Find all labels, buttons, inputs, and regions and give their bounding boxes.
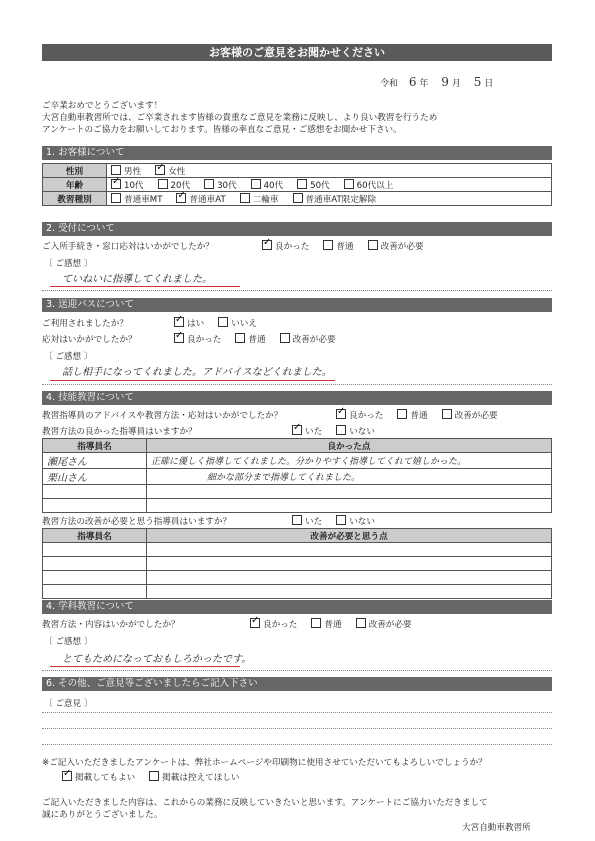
checkbox-option[interactable]: いた bbox=[292, 515, 322, 527]
checkbox-option[interactable]: 男性 bbox=[111, 165, 141, 177]
customer-info-table bbox=[42, 163, 552, 206]
checkbox[interactable] bbox=[149, 771, 159, 781]
consent-question: ※ご記入いただきましたアンケートは、弊社ホームページや印刷物に使用させていただいてもよろしいでしょうか？ bbox=[42, 758, 487, 768]
checkbox-option[interactable]: 普通 bbox=[235, 333, 265, 345]
s4-question-3: 教習方法の改善が必要と思う指導員はいますか？ bbox=[42, 517, 232, 527]
table-row bbox=[43, 485, 552, 499]
s3-question-1: ご利用されましたか？ bbox=[42, 319, 128, 329]
s4-question-1: 教習指導員のアドバイスや教習方法・応対はいかがでしたか？ bbox=[42, 411, 283, 421]
checkbox-option[interactable]: 40代 bbox=[251, 179, 284, 191]
row-label: 年齢 bbox=[43, 178, 107, 192]
s2-kansou-label: 〔 ご感想 〕 bbox=[44, 259, 93, 269]
checkbox-option[interactable]: 60代以上 bbox=[344, 179, 394, 191]
table-row: 栗山さん 細かな部分まで指導してくれました。 bbox=[43, 469, 552, 485]
checkbox-option[interactable]: 改善が必要 bbox=[280, 333, 336, 345]
s4-options-2 bbox=[292, 425, 389, 437]
s2-comment[interactable]: ていねいに指導してくれました。 bbox=[62, 274, 212, 285]
checkbox[interactable] bbox=[111, 165, 121, 175]
checkbox-option[interactable]: ✓ 良かった bbox=[336, 409, 383, 421]
table-row bbox=[43, 178, 552, 192]
row-options bbox=[107, 164, 552, 178]
checkbox[interactable] bbox=[204, 179, 214, 189]
checkbox[interactable] bbox=[250, 618, 260, 628]
checkbox-option[interactable]: 50代 bbox=[297, 179, 330, 191]
checkbox[interactable] bbox=[174, 317, 184, 327]
s2-options bbox=[262, 240, 438, 252]
table-row bbox=[43, 192, 552, 206]
table-row bbox=[43, 543, 552, 557]
row-label: 教習種別 bbox=[43, 192, 107, 206]
checkbox[interactable] bbox=[158, 179, 168, 189]
checkbox-option[interactable]: 普通 bbox=[397, 409, 427, 421]
checkbox[interactable] bbox=[442, 409, 452, 419]
s5-options bbox=[250, 618, 426, 630]
date-year: 6 bbox=[408, 75, 417, 89]
checkbox[interactable] bbox=[174, 333, 184, 343]
checkbox[interactable] bbox=[251, 179, 261, 189]
date-era: 令和 bbox=[380, 79, 399, 89]
checkbox[interactable] bbox=[397, 409, 407, 419]
checkbox[interactable] bbox=[235, 333, 245, 343]
checkbox-option[interactable]: 30代 bbox=[204, 179, 237, 191]
checkbox-option[interactable]: 20代 bbox=[158, 179, 191, 191]
checkbox-option[interactable]: 二輪車 bbox=[240, 193, 279, 205]
checkbox-option[interactable]: ✓ 良かった bbox=[174, 333, 221, 345]
good-instructor-table bbox=[42, 438, 552, 513]
date-day: 5 bbox=[473, 75, 482, 89]
checkbox-option[interactable]: ✓ はい bbox=[174, 317, 204, 329]
s3-comment[interactable]: 話し相手になってくれました。アドバイスなどくれました。 bbox=[62, 367, 332, 378]
section-4-header: 4. 技能教習について bbox=[42, 391, 552, 405]
improve-col-name: 指導員名 bbox=[43, 529, 147, 543]
s5-comment[interactable]: とてもためになっておもしろかったです。 bbox=[62, 654, 252, 665]
section-5-header: 4. 学科教習について bbox=[42, 600, 552, 614]
checkbox-option[interactable]: 改善が必要 bbox=[356, 618, 412, 630]
s3-options-1 bbox=[174, 317, 271, 329]
s5-kansou-label: 〔 ご感想 〕 bbox=[44, 637, 93, 647]
checkbox[interactable] bbox=[293, 193, 303, 203]
checkbox[interactable] bbox=[280, 333, 290, 343]
s3-question-2: 応対はいかがでしたか？ bbox=[42, 335, 137, 345]
checkbox-option[interactable]: 掲載は控えてほしい bbox=[149, 771, 239, 783]
checkbox-option[interactable]: いいえ bbox=[218, 317, 257, 329]
s2-question: ご入所手続き・窓口応対はいかがでしたか？ bbox=[42, 242, 214, 252]
checkbox-option[interactable]: 改善が必要 bbox=[368, 240, 424, 252]
checkbox[interactable] bbox=[155, 165, 165, 175]
date-line: 令和 6 年 9 月 5 日 bbox=[380, 75, 494, 89]
improve-instructor-table bbox=[42, 528, 552, 599]
checkbox-option[interactable]: いない bbox=[336, 425, 375, 437]
checkbox[interactable] bbox=[218, 317, 228, 327]
checkbox[interactable] bbox=[336, 409, 346, 419]
checkbox[interactable] bbox=[262, 240, 272, 250]
checkbox-option[interactable]: ✓ いた bbox=[292, 425, 322, 437]
checkbox[interactable] bbox=[111, 179, 121, 189]
checkbox-option[interactable]: ✓ 女性 bbox=[155, 165, 185, 177]
s5-question: 教習方法・内容はいかがでしたか？ bbox=[42, 620, 180, 630]
s4-options-1 bbox=[336, 409, 512, 421]
checkbox-option[interactable]: 普通 bbox=[323, 240, 353, 252]
date-month: 9 bbox=[441, 75, 449, 89]
table-row bbox=[43, 499, 552, 513]
s3-options-2 bbox=[174, 333, 350, 345]
form-title: お客様のご意見をお聞かせください bbox=[42, 44, 552, 61]
checkbox[interactable] bbox=[292, 425, 302, 435]
closing-text: ご記入いただきました内容は、これからの業務に反映していきたいと思います。アンケートにご協力いただきまして 誠にありがとうございました。 bbox=[42, 798, 488, 820]
checkbox[interactable] bbox=[368, 240, 378, 250]
checkbox[interactable] bbox=[336, 425, 346, 435]
checkbox[interactable] bbox=[344, 179, 354, 189]
checkbox[interactable] bbox=[323, 240, 333, 250]
table-row bbox=[43, 585, 552, 599]
section-6-header: 6. その他、ご意見等ございましたらご記入下さい bbox=[42, 677, 552, 691]
s4-question-2: 教習方法の良かった指導員はいますか？ bbox=[42, 427, 197, 437]
checkbox-option[interactable]: ✓ 普通車AT bbox=[176, 193, 225, 205]
checkbox[interactable] bbox=[240, 193, 250, 203]
s3-kansou-label: 〔 ご感想 〕 bbox=[44, 352, 93, 362]
checkbox[interactable] bbox=[111, 193, 121, 203]
checkbox-option[interactable]: ✓ 良かった bbox=[250, 618, 297, 630]
section-1-header: 1. お客様について bbox=[42, 146, 552, 160]
row-options bbox=[107, 192, 552, 206]
checkbox-option[interactable]: ✓ 良かった bbox=[262, 240, 309, 252]
section-3-header: 3. 送迎バスについて bbox=[42, 298, 552, 312]
s6-kansou-label: 〔 ご意見 〕 bbox=[44, 699, 93, 709]
good-col-point: 良かった点 bbox=[147, 439, 552, 453]
row-label: 性別 bbox=[43, 164, 107, 178]
table-row bbox=[43, 557, 552, 571]
consent-options bbox=[62, 771, 254, 783]
intro-text: ご卒業おめでとうございます！ 大宮自動車教習所では、ご卒業されます皆様の貴重なご意見を業務に反映し、より良い教習を行うため アンケートのご協力をお願いしております。皆様の率直なご意見・ご感想をお聞かせ下さい。 bbox=[42, 101, 438, 135]
checkbox[interactable] bbox=[62, 771, 72, 781]
table-row: 瀬尾さん 正確に優しく指導してくれました。分かりやすく指導してくれて嬉しかった。 bbox=[43, 453, 552, 469]
table-row bbox=[43, 571, 552, 585]
s4-options-3 bbox=[292, 515, 389, 527]
checkbox-option[interactable]: 普通車AT限定解除 bbox=[293, 193, 377, 205]
checkbox-option[interactable]: ✓掲載してもよい bbox=[62, 771, 135, 783]
checkbox-option[interactable]: 普通車MT bbox=[111, 193, 162, 205]
good-col-name: 指導員名 bbox=[43, 439, 147, 453]
checkbox[interactable] bbox=[311, 618, 321, 628]
section-2-header: 2. 受付について bbox=[42, 222, 552, 236]
checkbox[interactable] bbox=[356, 618, 366, 628]
org-name: 大宮自動車教習所 bbox=[462, 823, 531, 833]
checkbox-option[interactable]: 改善が必要 bbox=[442, 409, 498, 421]
checkbox-option[interactable]: 普通 bbox=[311, 618, 341, 630]
improve-col-point: 改善が必要と思う点 bbox=[147, 529, 552, 543]
row-options bbox=[107, 178, 552, 192]
checkbox[interactable] bbox=[292, 515, 302, 525]
checkbox[interactable] bbox=[336, 515, 346, 525]
checkbox[interactable] bbox=[176, 193, 186, 203]
checkbox[interactable] bbox=[297, 179, 307, 189]
checkbox-option[interactable]: いない bbox=[336, 515, 375, 527]
checkbox-option[interactable]: ✓ 10代 bbox=[111, 179, 144, 191]
